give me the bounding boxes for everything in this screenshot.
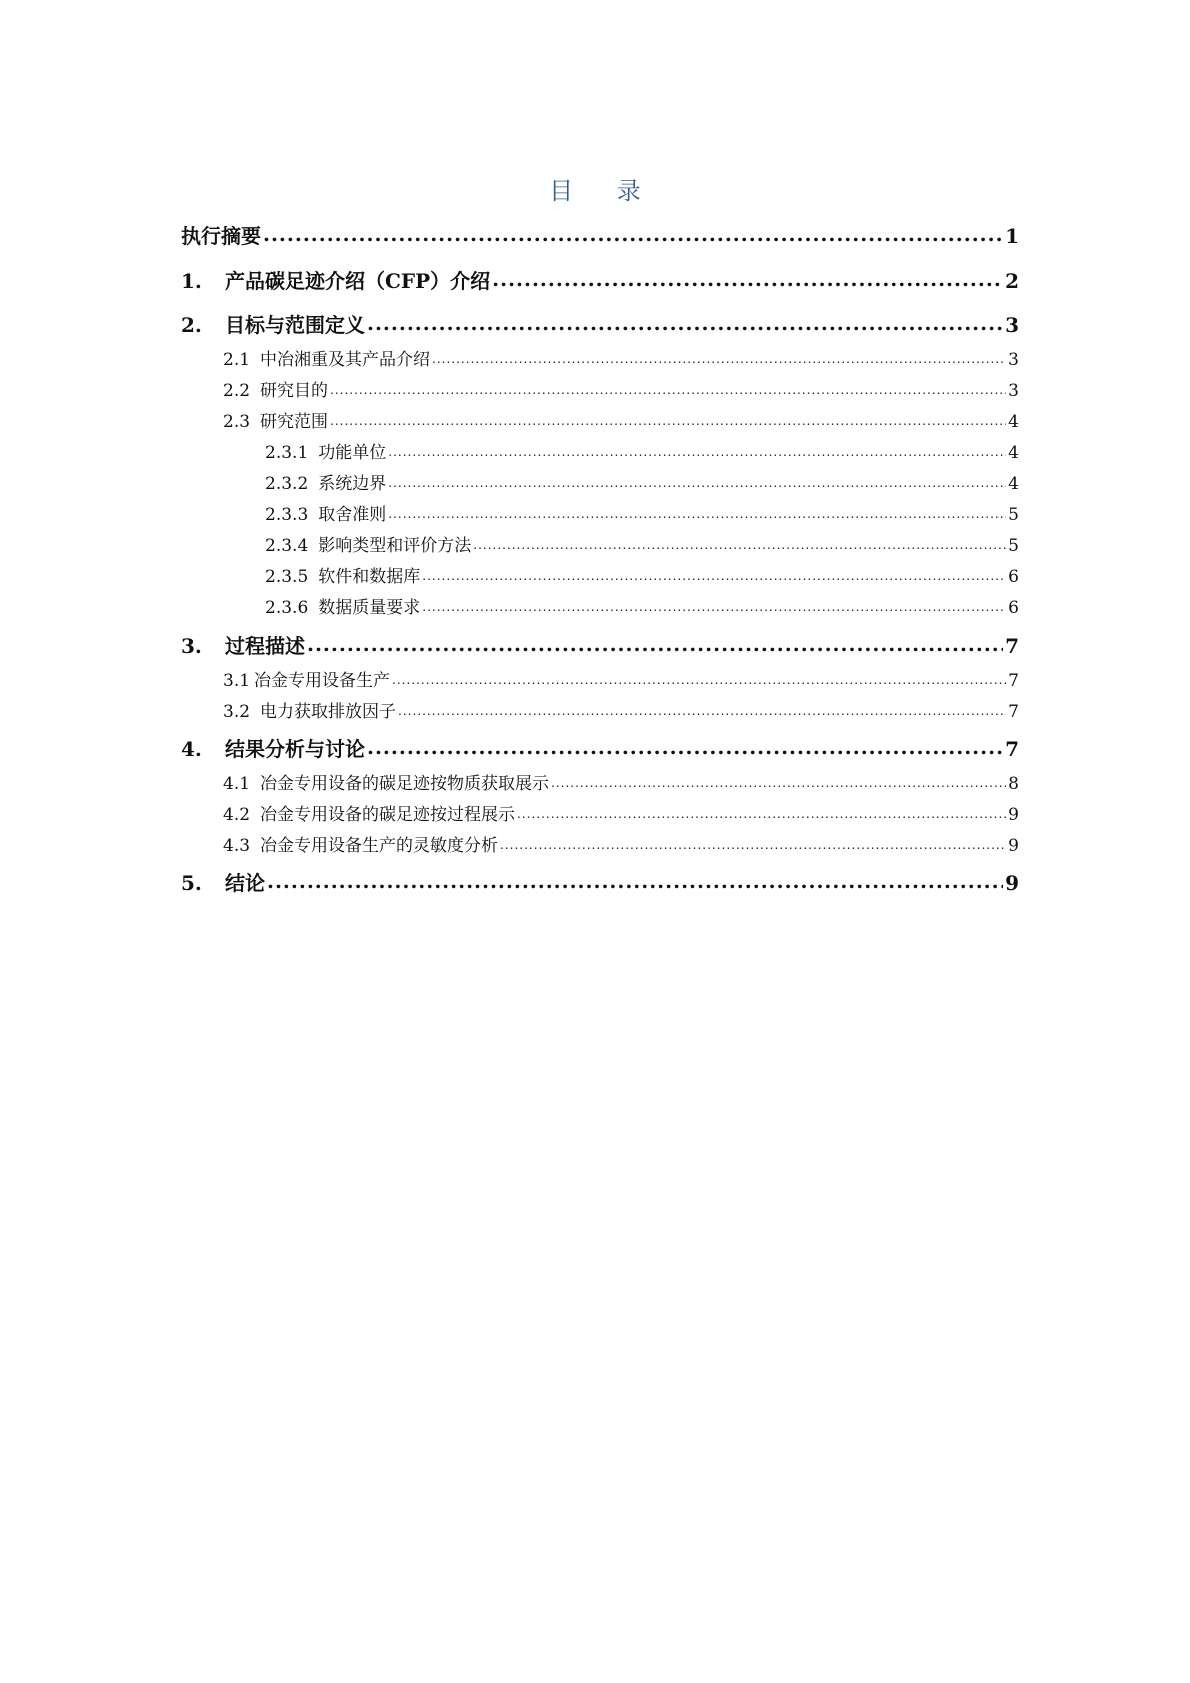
toc-leader (330, 378, 1006, 402)
toc-page-number: 7 (1005, 634, 1019, 658)
toc-page-number: 4 (1008, 474, 1019, 494)
toc-page-number: 4 (1008, 443, 1019, 463)
toc-entry-label: 目标与范围定义 (225, 313, 365, 337)
toc-entry-2[interactable] (181, 311, 1019, 339)
toc-entry-label: 中冶湘重及其产品介绍 (260, 350, 431, 370)
toc-entry-4-3[interactable] (223, 834, 1019, 859)
toc-leader (367, 309, 1003, 337)
toc-page-number: 5 (1008, 536, 1019, 556)
toc-page-number: 1 (1005, 224, 1019, 248)
toc-entry-number: 4.1 (223, 774, 251, 794)
toc-entry-3-2[interactable] (223, 700, 1019, 725)
toc-entry-number: 2.3.1 (265, 443, 309, 463)
toc-entry-number: 2.1 (223, 350, 251, 370)
toc-page-number: 3 (1008, 350, 1019, 370)
toc-entry-number: 3.1 (223, 671, 251, 691)
toc-entry-label: 结论 (225, 871, 265, 895)
toc-entry-summary[interactable] (181, 222, 1019, 250)
toc-entry-label: 产品碳足迹介绍（CFP）介绍 (225, 269, 491, 293)
toc-page-number: 7 (1008, 671, 1019, 691)
toc-entry-label: 过程描述 (225, 634, 305, 658)
toc-entry-2-3-2[interactable] (265, 472, 1019, 497)
toc-entry-label: 执行摘要 (181, 224, 261, 248)
toc-entry-2-3-6[interactable] (265, 596, 1019, 621)
toc-leader (307, 630, 1003, 658)
toc-title: 目 录 (549, 177, 659, 205)
toc-entry-label: 电力获取排放因子 (260, 702, 397, 722)
toc-leader (492, 265, 1003, 293)
toc-entry-number: 5. (181, 871, 202, 895)
toc-page-number: 2 (1005, 269, 1019, 293)
toc-entry-number: 4. (181, 737, 202, 761)
toc-page-number: 7 (1005, 737, 1019, 761)
toc-leader (500, 833, 1006, 857)
toc-entry-number: 3.2 (223, 702, 251, 722)
toc-leader (388, 502, 1006, 526)
toc-entry-2-3-5[interactable] (265, 565, 1019, 590)
toc-entry-number: 4.3 (223, 836, 251, 856)
toc-entry-2-3-3[interactable] (265, 503, 1019, 528)
toc-page-number: 9 (1005, 871, 1019, 895)
toc-page-number: 6 (1008, 598, 1019, 618)
toc-page-number: 8 (1008, 774, 1019, 794)
toc-entry-number: 2.3.5 (265, 567, 309, 587)
toc-leader (551, 771, 1006, 795)
toc-leader (330, 409, 1006, 433)
toc-leader (263, 220, 1003, 248)
toc-entry-label: 软件和数据库 (318, 567, 421, 587)
toc-leader (473, 533, 1006, 557)
toc-entry-number: 3. (181, 634, 202, 658)
toc-entry-2-3-1[interactable] (265, 441, 1019, 466)
toc-entry-label: 数据质量要求 (318, 598, 421, 618)
toc-entry-label: 功能单位 (318, 443, 387, 463)
toc-page-number: 7 (1008, 702, 1019, 722)
toc-entry-label: 冶金专用设备生产 (254, 671, 391, 691)
toc-entry-4[interactable] (181, 735, 1019, 763)
toc-leader (267, 867, 1003, 895)
toc-entry-5[interactable] (181, 869, 1019, 897)
toc-entry-label: 研究范围 (260, 412, 329, 432)
toc-entry-2-1[interactable] (223, 348, 1019, 373)
toc-page-number: 3 (1008, 381, 1019, 401)
toc-entry-4-1[interactable] (223, 772, 1019, 797)
toc-leader (367, 733, 1003, 761)
toc-entry-number: 2.2 (223, 381, 251, 401)
toc-page-number: 5 (1008, 505, 1019, 525)
toc-page-number: 9 (1008, 836, 1019, 856)
toc-entry-1[interactable] (181, 267, 1019, 295)
toc-entry-number: 2.3.4 (265, 536, 309, 556)
toc-leader (388, 440, 1006, 464)
toc-entry-label: 冶金专用设备的碳足迹按物质获取展示 (260, 774, 550, 794)
toc-entry-number: 2. (181, 313, 202, 337)
toc-entry-label: 冶金专用设备生产的灵敏度分析 (260, 836, 499, 856)
toc-entry-4-2[interactable] (223, 803, 1019, 828)
toc-page-number: 6 (1008, 567, 1019, 587)
toc-page-number: 4 (1008, 412, 1019, 432)
toc-entry-number: 2.3.3 (265, 505, 309, 525)
toc-entry-label: 影响类型和评价方法 (318, 536, 472, 556)
toc-leader (422, 564, 1006, 588)
toc-page-number: 9 (1008, 805, 1019, 825)
toc-entry-label: 结果分析与讨论 (225, 737, 365, 761)
toc-leader (388, 471, 1006, 495)
toc-leader (392, 668, 1006, 692)
toc-leader (422, 595, 1006, 619)
toc-entry-label: 冶金专用设备的碳足迹按过程展示 (260, 805, 516, 825)
toc-entry-3-1[interactable] (223, 669, 1019, 694)
toc-leader (398, 699, 1006, 723)
toc-entry-2-3-4[interactable] (265, 534, 1019, 559)
toc-entry-number: 2.3.6 (265, 598, 309, 618)
toc-entry-number: 2.3.2 (265, 474, 309, 494)
toc-entry-number: 2.3 (223, 412, 251, 432)
toc-entry-label: 取舍准则 (318, 505, 387, 525)
toc-leader (432, 347, 1006, 371)
toc-entry-2-2[interactable] (223, 379, 1019, 404)
toc-page-number: 3 (1005, 313, 1019, 337)
toc-entry-3[interactable] (181, 632, 1019, 660)
toc-entry-label: 研究目的 (260, 381, 329, 401)
toc-entry-number: 1. (181, 269, 202, 293)
toc-entry-number: 4.2 (223, 805, 251, 825)
toc-leader (517, 802, 1006, 826)
toc-entry-2-3[interactable] (223, 410, 1019, 435)
toc-entry-label: 系统边界 (318, 474, 387, 494)
